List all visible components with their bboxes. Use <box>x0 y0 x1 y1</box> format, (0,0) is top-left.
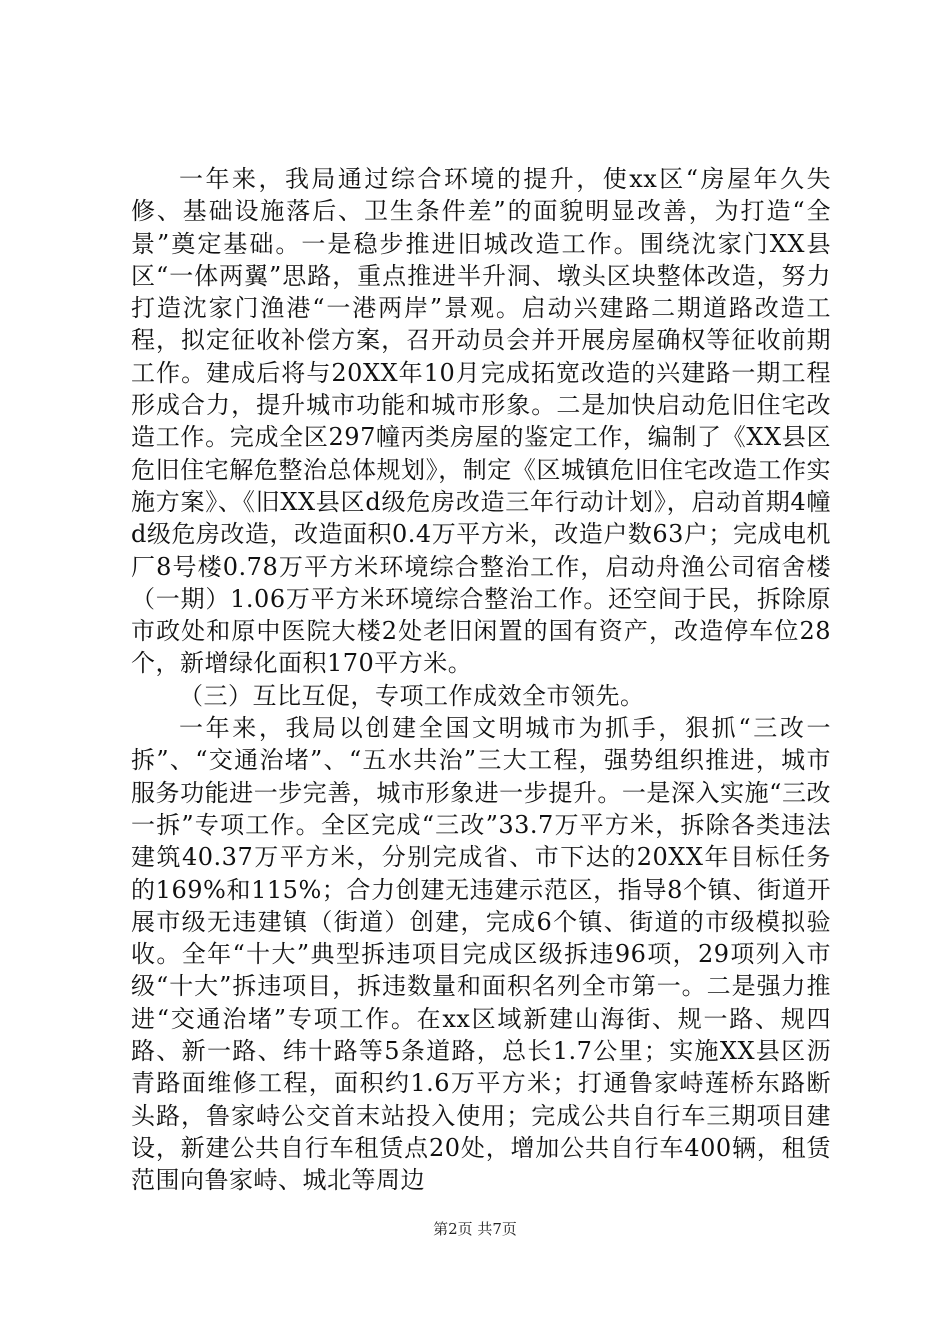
document-body <box>131 163 831 1197</box>
section-heading: （三）互比互促，专项工作成效全市领先。 <box>179 681 645 710</box>
page-footer <box>0 1218 950 1239</box>
paragraph-2: 一年来，我局以创建全国文明城市为抓手，狠抓“三改一拆”、“交通治堵”、“五水共治”三大工程，强势组织推进，城市服务功能进一步完善，城市形象进一步提升。一是深入实施“三改一拆”专项工作。全区完成“三改”33.7万平方米，拆除各类违法建筑40.37万平方米，分别完成省、市下达的20XX年目标任务的169%和115%；合力创建无违建示范区，指导8个镇、街道开展市级无违建镇（街道）创建，完成6个镇、街道的市级模拟验收。全年“十大”典型拆违项目完成区级拆违96项，29项列入市级“十大”拆违项目，拆违数量和面积名列全市第一。二是强力推进“交通治堵”专项工作。在xx区域新建山海街、规一路、规四路、新一路、纬十路等5条道路，总长1.7公里；实施XX县区沥青路面维修工程，面积约1.6万平方米；打通鲁家峙莲桥东路断头路，鲁家峙公交首末站投入使用；完成公共自行车三期项目建设，新建公共自行车租赁点20处，增加公共自行车400辆，租赁范围向鲁家峙、城北等周边 <box>131 714 831 1195</box>
paragraph-1: 一年来，我局通过综合环境的提升，使xx区“房屋年久失修、基础设施落后、卫生条件差”的面貌明显改善，为打造“全景”奠定基础。一是稳步推进旧城改造工作。围绕沈家门XX县区“一体两翼”思路，重点推进半升洞、墩头区块整体改造，努力打造沈家门渔港“一港两岸”景观。启动兴建路二期道路改造工程，拟定征收补偿方案，召开动员会并开展房屋确权等征收前期工作。建成后将与20XX年10月完成拓宽改造的兴建路一期工程形成合力，提升城市功能和城市形象。二是加快启动危旧住宅改造工作。完成全区297幢丙类房屋的鉴定工作，编制了《XX县区危旧住宅解危整治总体规划》，制定《区城镇危旧住宅改造工作实施方案》、《旧XX县区d级危房改造三年行动计划》，启动首期4幢d级危房改造，改造面积0.4万平方米，改造户数63户；完成电机厂8号楼0.78万平方米环境综合整治工作，启动舟渔公司宿舍楼（一期）1.06万平方米环境综合整治工作。还空间于民，拆除原市政处和原中医院大楼2处老旧闲置的国有资产，改造停车位28个，新增绿化面积170平方米。 <box>131 165 831 678</box>
page-indicator: 第2页 共7页 <box>433 1220 517 1238</box>
